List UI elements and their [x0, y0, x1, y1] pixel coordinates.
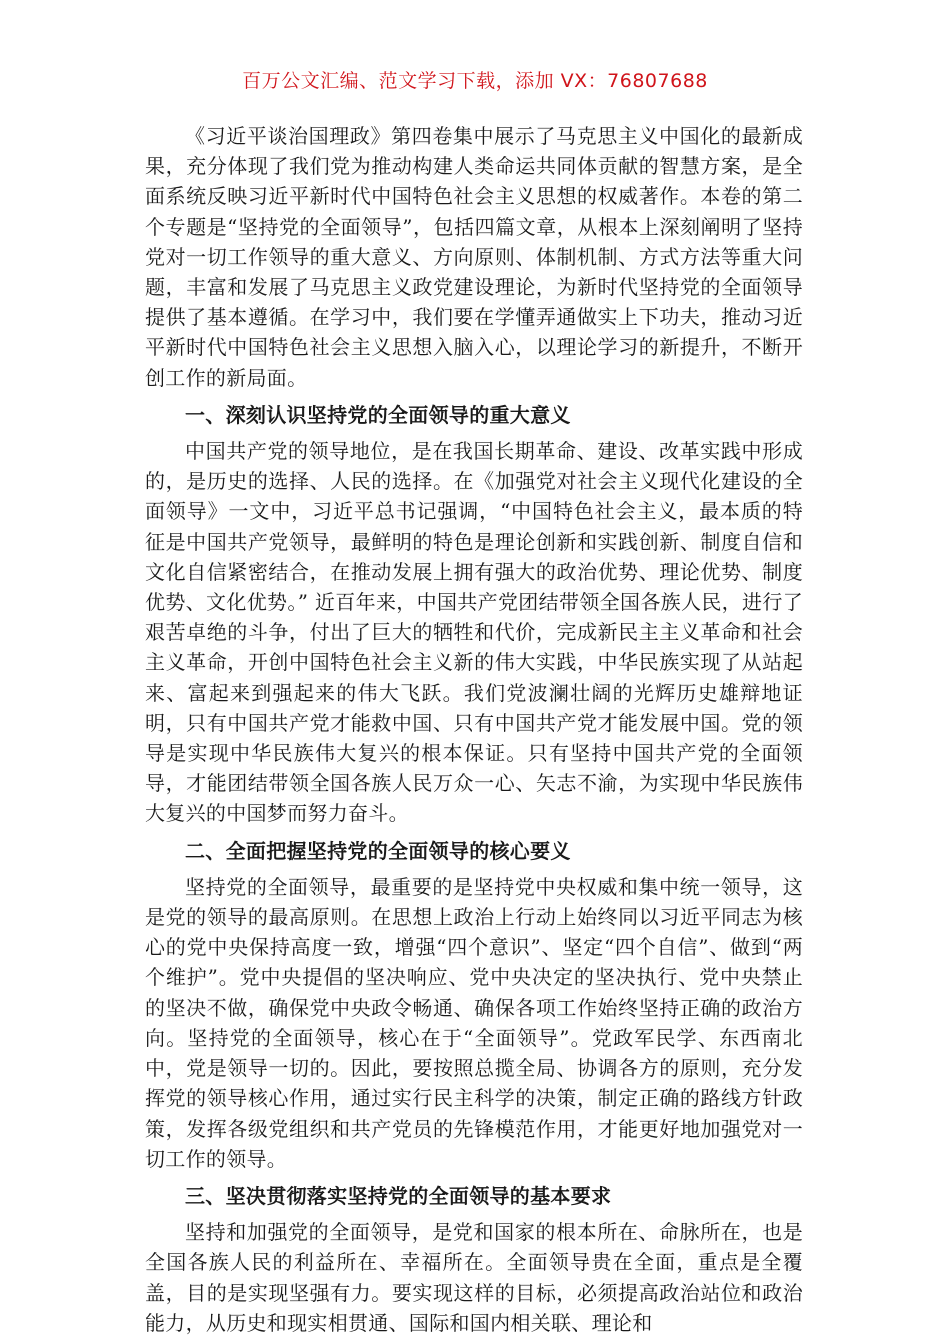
section-paragraph-2: 坚持党的全面领导，最重要的是坚持党中央权威和集中统一领导，这是党的领导的最高原则。在思想上政治上行动上始终同以习近平同志为核心的党中央保持高度一致，增强“四个意识”、坚定“四个自信”、做到“两个维护”。党中央提倡的坚决响应、党中央决定的坚决执行、党中央禁止的坚决不做，确保党中央政令畅通、确保各项工作始终坚持正确的政治方向。坚持党的全面领导，核心在于“全面领导”。党政军民学、东西南北中，党是领导一切的。因此，要按照总揽全局、协调各方的原则，充分发挥党的领导核心作用，通过实行民主科学的决策，制定正确的路线方针政策，发挥各级党组织和共产党员的先锋模范作用，才能更好地加强党对一切工作的领导。	[145, 874, 803, 1171]
document-body	[145, 121, 803, 1338]
section-heading-1: 一、深刻认识坚持党的全面领导的重大意义	[185, 402, 571, 427]
section-paragraph-1: 中国共产党的领导地位，是在我国长期革命、建设、改革实践中形成的，是历史的选择、人民的选择。在《加强党对社会主义现代化建设的全面领导》一文中，习近平总书记强调，“中国特色社会主义，最本质的特征是中国共产党领导，最鲜明的特色是理论创新和实践创新、制度自信和文化自信紧密结合，在推动发展上拥有强大的政治优势、理论优势、制度优势、文化优势。” 近百年来，中国共产党团结带领全国各族人民，进行了艰苦卓绝的斗争，付出了巨大的牺牲和代价，完成新民主主义革命和社会主义革命，开创中国特色社会主义新的伟大实践，中华民族实现了从站起来、富起来到强起来的伟大飞跃。我们党波澜壮阔的光辉历史雄辩地证明，只有中国共产党才能救中国、只有中国共产党才能发展中国。党的领导是实现中华民族伟大复兴的根本保证。只有坚持中国共产党的全面领导，才能团结带领全国各族人民万众一心、矢志不渝，为实现中华民族伟大复兴的中国梦而努力奋斗。	[145, 439, 803, 826]
header-banner: 百万公文汇编、范文学习下载，添加 VX：76807688	[242, 70, 708, 92]
intro-paragraph: 《习近平谈治国理政》第四卷集中展示了马克思主义中国化的最新成果，充分体现了我们党为推动构建人类命运共同体贡献的智慧方案，是全面系统反映习近平新时代中国特色社会主义思想的权威著作。本卷的第二个专题是“坚持党的全面领导”，包括四篇文章，从根本上深刻阐明了坚持党对一切工作领导的重大意义、方向原则、体制机制、方式方法等重大问题，丰富和发展了马克思主义政党建设理论，为新时代坚持党的全面领导提供了基本遵循。在学习中，我们要在学懂弄通做实上下功夫，推动习近平新时代中国特色社会主义思想入脑入心，以理论学习的新提升，不断开创工作的新局面。	[145, 124, 803, 390]
section-heading-3: 三、坚决贯彻落实坚持党的全面领导的基本要求	[185, 1183, 612, 1208]
section-paragraph-3: 坚持和加强党的全面领导，是党和国家的根本所在、命脉所在，也是全国各族人民的利益所在、幸福所在。全面领导贵在全面，重点是全覆盖，目的是实现坚强有力。要实现这样的目标，必须提高政治站位和政治能力，从历史和现实相贯通、国际和国内相关联、理论和	[145, 1220, 803, 1335]
section-heading-2: 二、全面把握坚持党的全面领导的核心要义	[185, 838, 571, 863]
